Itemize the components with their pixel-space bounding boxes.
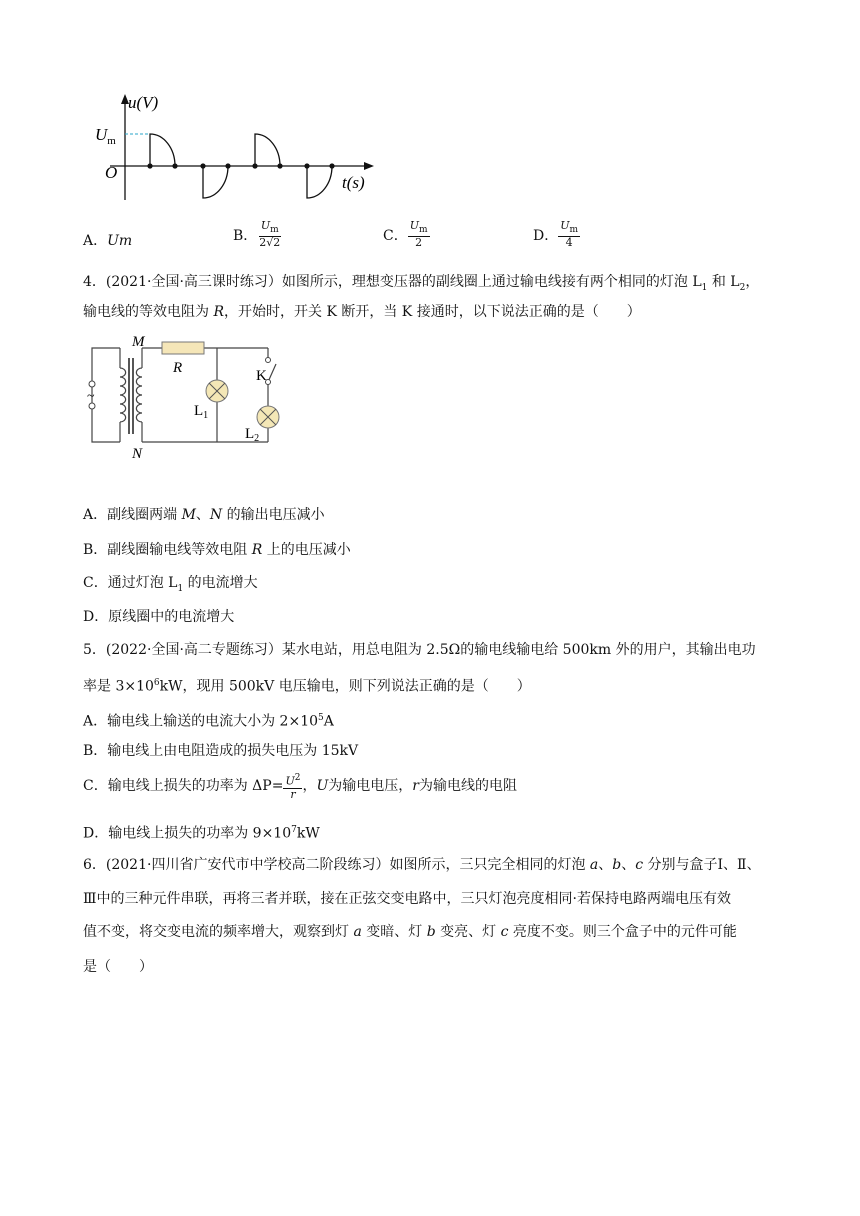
q6-stem-line1: 6．(2021·四川省广安代市中学校高二阶段练习）如图所示，三只完全相同的灯泡 a、b、c 分别与盒子Ⅰ、Ⅱ、 (83, 857, 761, 873)
q5-option-a[interactable]: A．输电线上输送的电流大小为 $2\times 10^5A$ (83, 713, 334, 730)
q4-stem-line1: 4．(2021·全国·高三课时练习）如图所示，理想变压器的副线圈上通过输电线接有两个相同的灯泡 $L_1$ 和 $L_2$， (83, 274, 760, 293)
power-loss-fraction: $\frac{U^2}{r}$ (285, 773, 301, 801)
fraction-b: $\frac{U_m}{2√2}$ (259, 219, 281, 250)
fraction-d: $\frac{U_m}{4}$ (560, 219, 579, 250)
origin-label: O (105, 163, 118, 182)
label-m: M (132, 334, 145, 350)
y-axis-label: u(V) (128, 93, 159, 112)
peak-label: U (95, 125, 108, 144)
q5-stem-line2: 率是 $3\times 10^6kW$，现用 500kV 电压输电，则下列说法正确的是（ ） (83, 678, 531, 695)
label-l1: $L_1$ (194, 403, 209, 421)
q3-option-b[interactable]: B． $\frac{U_m}{2√2}$ (233, 219, 281, 250)
q4-option-c[interactable]: C．通过灯泡 $L_1$ 的电流增大 (83, 575, 258, 594)
ac-source-symbol: ~ (87, 389, 95, 404)
q6-stem-line3: 值不变，将交变电流的频率增大，观察到灯 a 变暗、灯 b 变亮、灯 c 亮度不变。则三个盒子中的元件可能 (83, 924, 737, 940)
label-n: N (132, 446, 143, 462)
q3-option-d[interactable]: D． $\frac{U_m}{4}$ (533, 219, 579, 250)
lamp-l2 (257, 406, 279, 428)
q6-stem-line2: Ⅲ中的三种元件串联，再将三者并联，接在正弦交变电路中，三只灯泡亮度相同·若保持电路两端电压有效 (83, 891, 731, 907)
q4-option-a[interactable]: A．副线圈两端 M、N 的输出电压减小 (83, 507, 325, 523)
label-k: K (256, 368, 267, 384)
q5-stem-line1: 5．(2022·全国·高二专题练习）某水电站，用总电阻为 2.5Ω的输电线输电给 500km 外的用户，其输出电功 (83, 642, 756, 658)
q4-stem-line2: 输电线的等效电阻为 R，开始时，开关 K 断开，当 K 接通时，以下说法正确的是（ ） (83, 304, 641, 320)
label-r: R (173, 360, 183, 376)
q4-option-d[interactable]: D．原线圈中的电流增大 (83, 609, 235, 625)
t-axis-label: t(s) (342, 173, 365, 192)
q5-option-b[interactable]: B．输电线上由电阻造成的损失电压为 15kV (83, 743, 359, 759)
label-l2: $L_2$ (245, 426, 260, 444)
q3-option-a[interactable]: A．Um (83, 233, 133, 249)
svg-text:u(V) (128, 93, 159, 112)
transformer-circuit (82, 330, 302, 465)
lamp-l1 (206, 380, 228, 402)
peak-sub: m (107, 135, 116, 147)
q4-option-b[interactable]: B．副线圈输电线等效电阻 R 上的电压减小 (83, 542, 351, 558)
svg-text:Um (95, 125, 116, 147)
q3-option-c[interactable]: C． $\frac{U_m}{2}$ (383, 219, 428, 250)
q5-option-d[interactable]: D．输电线上损失的功率为 $9\times 10^7kW$ (83, 825, 320, 842)
q5-option-c[interactable]: C．输电线上损失的功率为 ΔP= $\frac{U^2}{r}$ ， U 为输电电压， r 为输电线的电阻 (83, 773, 517, 801)
fraction-c: $\frac{U_m}{2}$ (409, 219, 428, 250)
waveform-graph (90, 90, 380, 215)
q6-stem-line4: 是（ ） (83, 959, 153, 975)
